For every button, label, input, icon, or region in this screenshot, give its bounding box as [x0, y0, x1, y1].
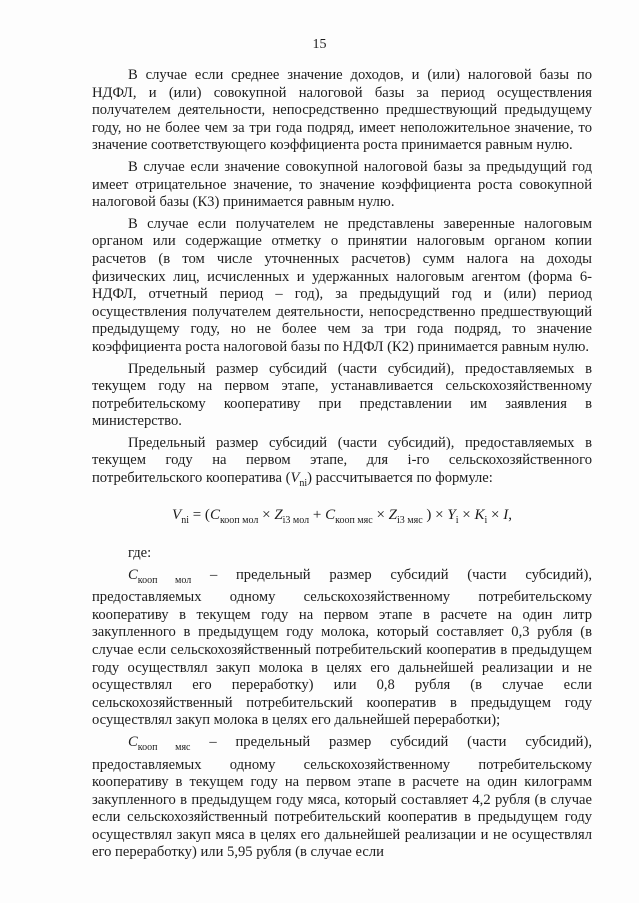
where-label: где: — [128, 545, 152, 562]
definition-c-mol — [92, 567, 592, 730]
definition-c-mol-text: – предельный размер субсидий (части субсидий), предоставляемых одному сельскохозяйственному потребительскому кооперативу в текущем году на первом этапе в расчете на один литр закупленного в предыдущем году молока, который составляет 0,3 рубля (в случае если сельскохозяйственный потребительский кооператив в предыдущем году осуществлял закуп молока в целях его дальнейшей реализации и не осуществлял его переработку) или 0,8 рубля (в случае если сельскохозяйственный потребительский кооператив в предыдущем году осуществлял закуп молока в целях его дальнейшей переработки); — [92, 566, 592, 729]
paragraph-2: В случае если значение совокупной налоговой базы за предыдущий год имеет отрицательное значение, то значение коэффициента роста совокупной налоговой базы (К3) принимается равным нулю. — [92, 158, 592, 211]
document-body — [92, 67, 592, 866]
paragraph-3: В случае если получателем не представлены заверенные налоговым органом или содержащие отметку о принятии налоговым органом копии расчетов (в том числе уточненных расчетов) сумм налога на доходы физических лиц, исчисленных и удержанных налоговым агентом (форма 6-НДФЛ, отчетный период – год), за предыдущий год и (или) период осуществления получателем деятельности, непосредственно предшествующий предыдущему году, но не более чем за три года подряд, то значение коэффициента роста налоговой базы по НДФЛ (К2) принимается равным нулю. — [92, 215, 592, 355]
paragraph-4: Предельный размер субсидий (части субсидий), предоставляемых в текущем году на первом этапе, устанавливается сельскохозяйственному потребительскому кооперативу при представлении им заявления в министерство. — [92, 360, 592, 430]
symbol-c-mys: $C_{кооп мяс}$ — [128, 734, 191, 753]
definition-c-mys — [92, 734, 592, 862]
page-number: 15 — [312, 37, 327, 52]
symbol-c-mol: $C_{кооп мол}$ — [128, 566, 192, 586]
paragraph-5-text-a: Предельный размер субсидий (части субсидий), предоставляемых в текущем году на первом этапе, для i-го сельскохозяйственного потребительского кооператива ( — [92, 434, 592, 487]
symbol-v-ni: $V_{ni}$ — [290, 470, 308, 489]
definition-c-mys-text: – предельный размер субсидий (части субсидий), предоставляемых одному сельскохозяйственному потребительскому кооперативу в текущем году на первом этапе в расчете на один килограмм закупленного в предыдущем году мяса, который составляет 4,2 рубля (в случае если сельскохозяйственный потребительский кооператив в предыдущем году осуществлял закуп мяса в целях его дальнейшей реализации и не осуществлял его переработку) или 5,95 рубля (в случае если — [92, 734, 592, 861]
paragraph-1: В случае если среднее значение доходов, и (или) налоговой базы по НДФЛ, и (или) совокупной налоговой базы за период осуществления получателем деятельности, непосредственно предшествующий предыдущему году, но не более чем за три года подряд, имеет неположительное значение, то значение соответствующего коэффициента роста принимается равным нулю. — [92, 67, 592, 154]
paragraph-5 — [92, 435, 592, 493]
paragraph-5-text-b: ) рассчитывается по формуле: — [307, 470, 493, 487]
formula: $V_{ni} = (C_{кооп мол} \times Z_{i3 мол} + C_{кооп мяс} \times Z_{i3 мяс}$ ) × $Y_i \times K_i \times I$, — [172, 506, 512, 526]
